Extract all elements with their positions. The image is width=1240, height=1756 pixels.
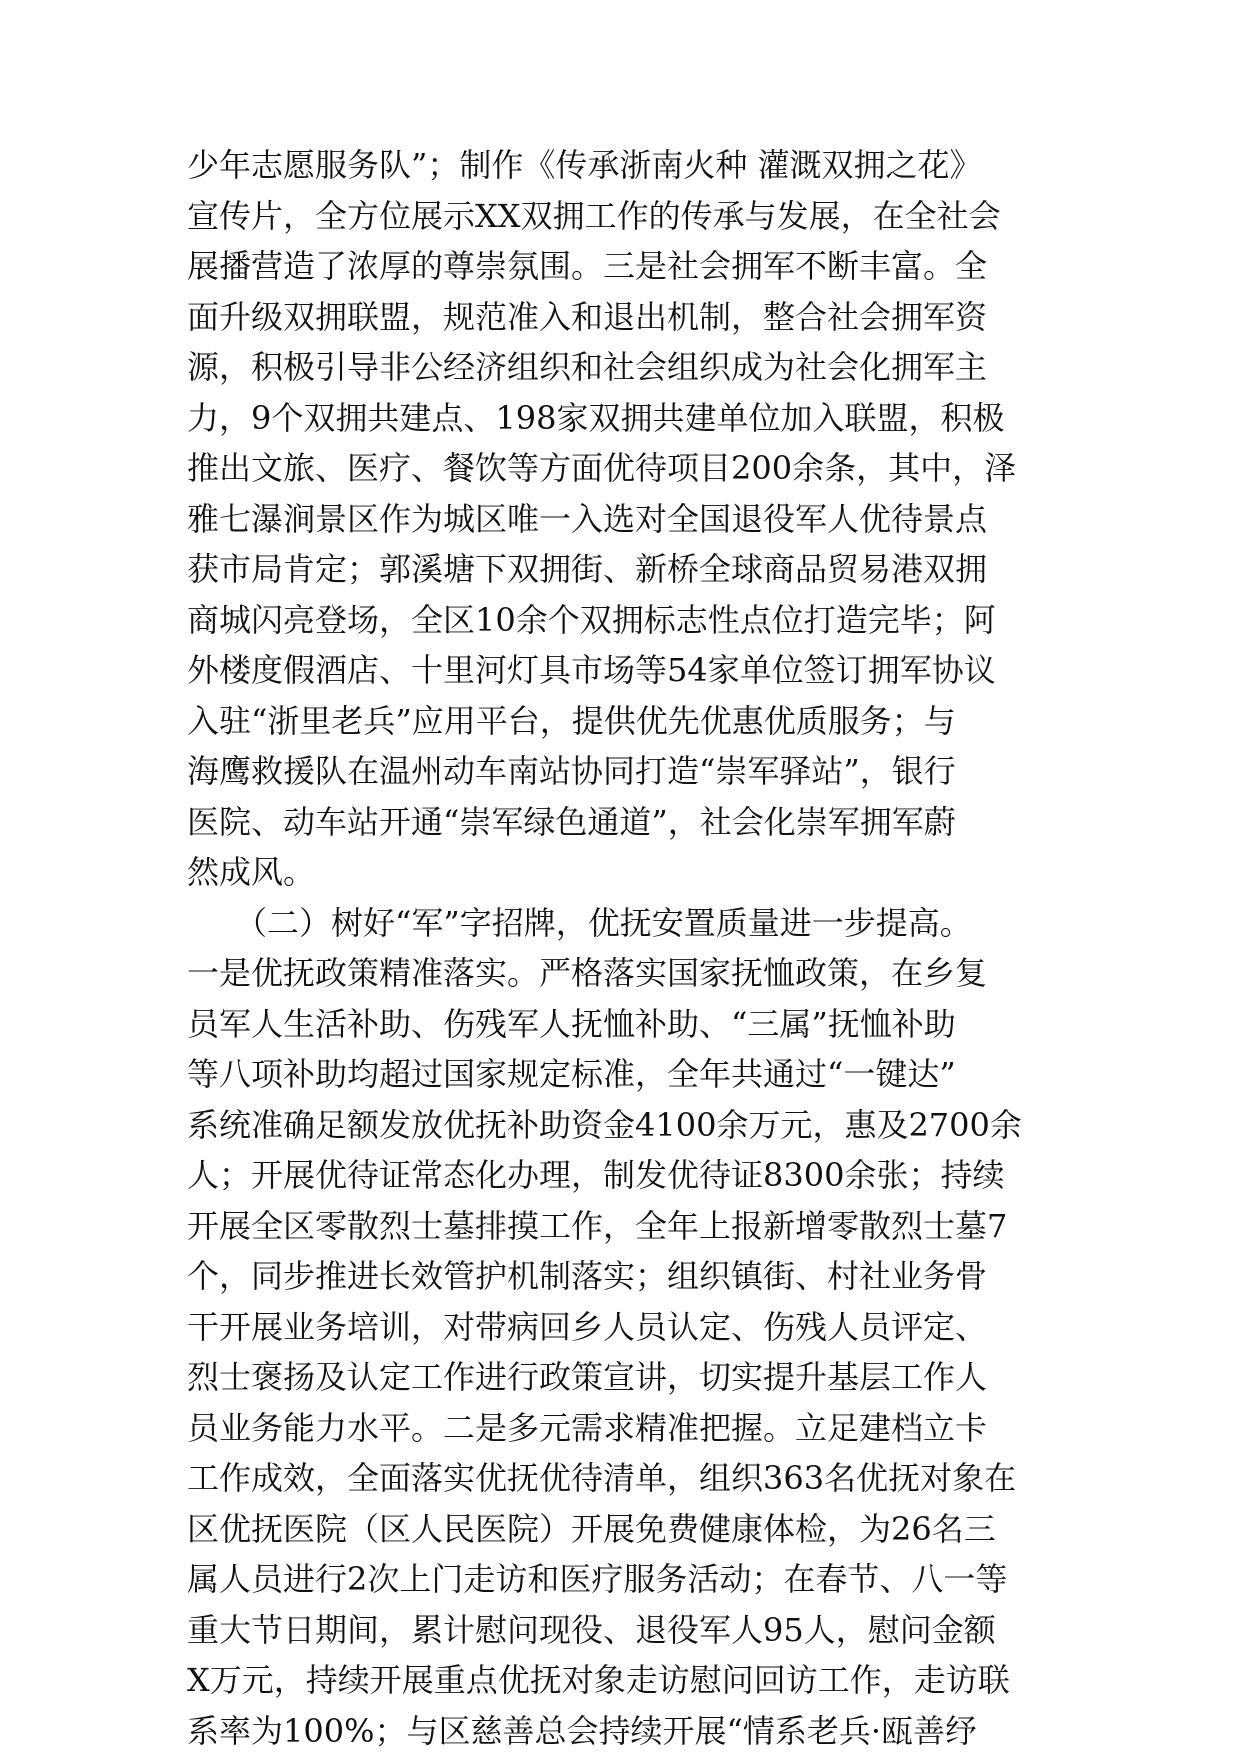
text-line: 区优抚医院（区人民医院）开展免费健康体检，为26名三 <box>187 1504 1067 1555</box>
text-line: 面升级双拥联盟，规范准入和退出机制，整合社会拥军资 <box>187 292 1067 343</box>
text-line: 员业务能力水平。二是多元需求精准把握。立足建档立卡 <box>187 1403 1067 1454</box>
text-line: 展播营造了浓厚的尊崇氛围。三是社会拥军不断丰富。全 <box>187 241 1067 292</box>
text-line: 一是优抚政策精准落实。严格落实国家抚恤政策，在乡复 <box>187 948 1067 999</box>
body-text <box>187 140 1067 1756</box>
text-line: X万元，持续开展重点优抚对象走访慰问回访工作，走访联 <box>187 1655 1067 1706</box>
text-line: 系率为100%；与区慈善总会持续开展“情系老兵·瓯善纾 <box>187 1706 1067 1756</box>
text-line: 然成风。 <box>187 847 1067 898</box>
text-line: 少年志愿服务队”；制作《传承浙南火种 灌溉双拥之花》 <box>187 140 1067 191</box>
text-line: 推出文旅、医疗、餐饮等方面优待项目200余条，其中，泽 <box>187 443 1067 494</box>
text-line: 工作成效，全面落实优抚优待清单，组织363名优抚对象在 <box>187 1453 1067 1504</box>
text-line: 属人员进行2次上门走访和医疗服务活动；在春节、八一等 <box>187 1554 1067 1605</box>
text-line: 宣传片，全方位展示XX双拥工作的传承与发展，在全社会 <box>187 191 1067 242</box>
text-line: 海鹰救援队在温州动车南站协同打造“崇军驿站”，银行 <box>187 746 1067 797</box>
text-line: 获市局肯定；郭溪塘下双拥街、新桥全球商品贸易港双拥 <box>187 544 1067 595</box>
text-line: 开展全区零散烈士墓排摸工作，全年上报新增零散烈士墓7 <box>187 1201 1067 1252</box>
text-line: 入驻“浙里老兵”应用平台，提供优先优惠优质服务；与 <box>187 696 1067 747</box>
text-line: 系统准确足额发放优抚补助资金4100余万元，惠及2700余 <box>187 1100 1067 1151</box>
text-line: 源，积极引导非公经济组织和社会组织成为社会化拥军主 <box>187 342 1067 393</box>
text-line: 重大节日期间，累计慰问现役、退役军人95人，慰问金额 <box>187 1605 1067 1656</box>
text-line: 外楼度假酒店、十里河灯具市场等54家单位签订拥军协议 <box>187 645 1067 696</box>
text-line: 力，9个双拥共建点、198家双拥共建单位加入联盟，积极 <box>187 393 1067 444</box>
text-line: 人；开展优待证常态化办理，制发优待证8300余张；持续 <box>187 1150 1067 1201</box>
text-line: 医院、动车站开通“崇军绿色通道”，社会化崇军拥军蔚 <box>187 797 1067 848</box>
text-line: 员军人生活补助、伤残军人抚恤补助、“三属”抚恤补助 <box>187 999 1067 1050</box>
text-line: 商城闪亮登场，全区10余个双拥标志性点位打造完毕；阿 <box>187 595 1067 646</box>
text-line: 个，同步推进长效管护机制落实；组织镇街、村社业务骨 <box>187 1251 1067 1302</box>
text-line: 等八项补助均超过国家规定标准，全年共通过“一键达” <box>187 1049 1067 1100</box>
text-line: 雅七瀑涧景区作为城区唯一入选对全国退役军人优待景点 <box>187 494 1067 545</box>
text-line: 烈士褒扬及认定工作进行政策宣讲，切实提升基层工作人 <box>187 1352 1067 1403</box>
section-heading-line: （二）树好“军”字招牌，优抚安置质量进一步提高。 <box>187 898 1067 949</box>
text-line: 干开展业务培训，对带病回乡人员认定、伤残人员评定、 <box>187 1302 1067 1353</box>
